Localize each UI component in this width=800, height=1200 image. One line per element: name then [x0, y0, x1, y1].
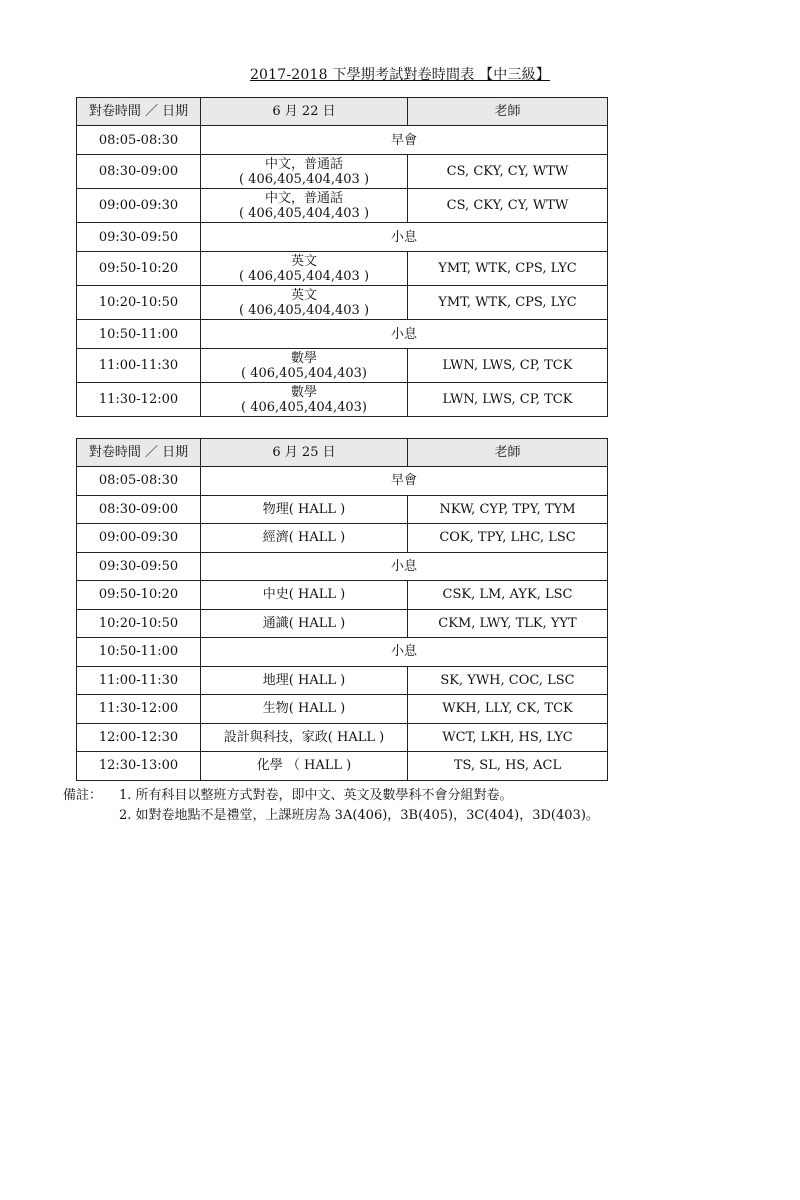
- table-row: [77, 609, 608, 638]
- subject-cell: [201, 252, 408, 286]
- assembly-cell: 早會: [201, 467, 608, 496]
- header-teachers: 老師: [408, 439, 608, 467]
- time-cell: 12:30-13:00: [77, 752, 201, 781]
- teachers-cell: CS, CKY, CY, WTW: [408, 189, 608, 223]
- note-item: 1. 所有科目以整班方式對卷，即中文、英文及數學科不會分組對卷。: [119, 788, 513, 803]
- subject-rooms: ( 406,405,404,403 ): [238, 268, 370, 284]
- teachers-cell: YMT, WTK, CPS, LYC: [408, 252, 608, 286]
- notes: [63, 786, 599, 826]
- teachers-cell: NKW, CYP, TPY, TYM: [408, 495, 608, 524]
- subject-name: 中文，普通話: [264, 156, 343, 172]
- time-cell: 11:00-11:30: [77, 349, 201, 383]
- time-cell: 09:50-10:20: [77, 252, 201, 286]
- page-title: 2017-2018 下學期考試對卷時間表 【中三級】: [249, 67, 551, 83]
- subject-name: 數學: [290, 384, 317, 400]
- teachers-cell: LWN, LWS, CP, TCK: [408, 349, 608, 383]
- table-row: [77, 638, 608, 667]
- subject-rooms: ( 406,405,404,403 ): [238, 171, 370, 187]
- table-row: [77, 155, 608, 189]
- table-row: [77, 286, 608, 320]
- table-row: [77, 320, 608, 349]
- time-cell: 10:50-11:00: [77, 320, 201, 349]
- teachers-cell: WKH, LLY, CK, TCK: [408, 695, 608, 724]
- table-row: [77, 581, 608, 610]
- break-cell: 小息: [201, 638, 608, 667]
- subject-cell: [201, 155, 408, 189]
- time-cell: 09:30-09:50: [77, 552, 201, 581]
- subject-rooms: ( 406,405,404,403): [241, 365, 367, 381]
- table-row: [77, 524, 608, 553]
- subject-cell: [201, 349, 408, 383]
- subject-cell: 生物( HALL ): [201, 695, 408, 724]
- table-row: [77, 189, 608, 223]
- table-header-row: [77, 98, 608, 126]
- subject-cell: [201, 189, 408, 223]
- table-row: [77, 723, 608, 752]
- table-row: [77, 552, 608, 581]
- table-row: [77, 495, 608, 524]
- subject-name: 英文: [290, 287, 317, 303]
- time-cell: 09:30-09:50: [77, 223, 201, 252]
- subject-cell: 地理( HALL ): [201, 666, 408, 695]
- teachers-cell: TS, SL, HS, ACL: [408, 752, 608, 781]
- notes-label: 備註：: [63, 788, 103, 803]
- table-row: [77, 666, 608, 695]
- table-row: [77, 252, 608, 286]
- time-cell: 08:05-08:30: [77, 467, 201, 496]
- teachers-cell: SK, YWH, COC, LSC: [408, 666, 608, 695]
- header-time: 對卷時間 ／ 日期: [77, 439, 201, 467]
- teachers-cell: COK, TPY, LHC, LSC: [408, 524, 608, 553]
- subject-cell: [201, 383, 408, 417]
- teachers-cell: CS, CKY, CY, WTW: [408, 155, 608, 189]
- time-cell: 08:30-09:00: [77, 495, 201, 524]
- table-row: [77, 752, 608, 781]
- schedule-table-day2: [76, 438, 608, 781]
- time-cell: 09:50-10:20: [77, 581, 201, 610]
- time-cell: 08:30-09:00: [77, 155, 201, 189]
- subject-rooms: ( 406,405,404,403): [241, 399, 367, 415]
- subject-name: 英文: [290, 253, 317, 269]
- time-cell: 10:20-10:50: [77, 609, 201, 638]
- table-header-row: [77, 439, 608, 467]
- assembly-cell: 早會: [201, 126, 608, 155]
- teachers-cell: CSK, LM, AYK, LSC: [408, 581, 608, 610]
- table-row: [77, 126, 608, 155]
- time-cell: 11:30-12:00: [77, 383, 201, 417]
- time-cell: 09:00-09:30: [77, 189, 201, 223]
- note-item: 2. 如對卷地點不是禮堂，上課班房為 3A(406)，3B(405)，3C(404)，3D(403)。: [119, 808, 599, 823]
- schedule-table-day1: [76, 97, 608, 417]
- subject-cell: [201, 286, 408, 320]
- time-cell: 12:00-12:30: [77, 723, 201, 752]
- time-cell: 09:00-09:30: [77, 524, 201, 553]
- subject-cell: 物理( HALL ): [201, 495, 408, 524]
- teachers-cell: LWN, LWS, CP, TCK: [408, 383, 608, 417]
- header-date: 6 月 22 日: [201, 98, 408, 126]
- subject-cell: 通識( HALL ): [201, 609, 408, 638]
- subject-name: 中文，普通話: [264, 190, 343, 206]
- table-row: [77, 383, 608, 417]
- break-cell: 小息: [201, 552, 608, 581]
- time-cell: 11:00-11:30: [77, 666, 201, 695]
- teachers-cell: YMT, WTK, CPS, LYC: [408, 286, 608, 320]
- table-row: [77, 349, 608, 383]
- header-date: 6 月 25 日: [201, 439, 408, 467]
- subject-cell: 設計與科技，家政( HALL ): [201, 723, 408, 752]
- subject-cell: 中史( HALL ): [201, 581, 408, 610]
- header-time: 對卷時間 ／ 日期: [77, 98, 201, 126]
- break-cell: 小息: [201, 320, 608, 349]
- break-cell: 小息: [201, 223, 608, 252]
- teachers-cell: WCT, LKH, HS, LYC: [408, 723, 608, 752]
- time-cell: 10:50-11:00: [77, 638, 201, 667]
- time-cell: 08:05-08:30: [77, 126, 201, 155]
- subject-name: 數學: [290, 350, 317, 366]
- time-cell: 10:20-10:50: [77, 286, 201, 320]
- subject-cell: 化學 （ HALL ): [201, 752, 408, 781]
- subject-rooms: ( 406,405,404,403 ): [238, 205, 370, 221]
- table-row: [77, 223, 608, 252]
- teachers-cell: CKM, LWY, TLK, YYT: [408, 609, 608, 638]
- subject-cell: 經濟( HALL ): [201, 524, 408, 553]
- header-teachers: 老師: [408, 98, 608, 126]
- subject-rooms: ( 406,405,404,403 ): [238, 302, 370, 318]
- table-row: [77, 467, 608, 496]
- time-cell: 11:30-12:00: [77, 695, 201, 724]
- table-row: [77, 695, 608, 724]
